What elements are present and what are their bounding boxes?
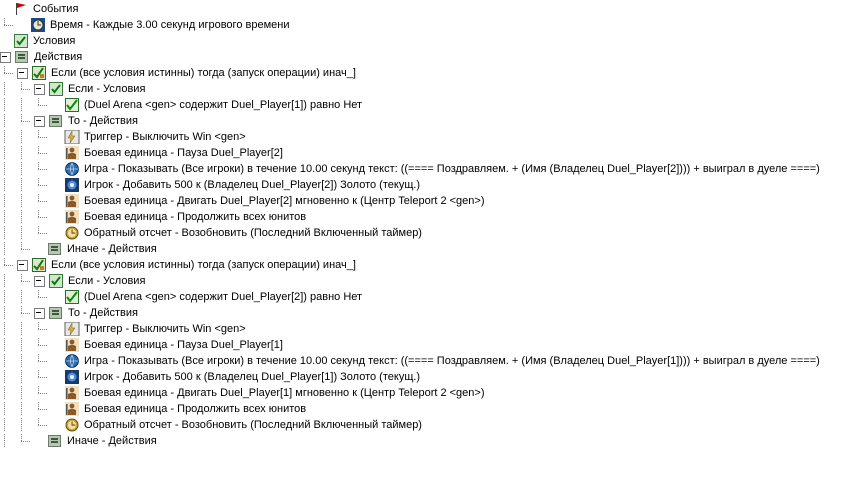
tree-row-label: Боевая единица - Пауза Duel_Player[2] [84,147,283,159]
tree-indent-guide [34,98,51,112]
tree-indent-guide [34,146,51,160]
tree-row[interactable] [0,81,846,97]
expander-spacer [51,405,64,414]
boolean-icon [64,98,80,112]
tree-indent-guide [17,178,34,192]
tree-row-label: Условия [33,35,76,47]
tree-row-label: Боевая единица - Пауза Duel_Player[1] [84,339,283,351]
tree-indent-guide [0,434,17,448]
tree-indent-guide [34,418,51,432]
tree-row[interactable] [0,225,846,241]
tree-indent-guide [34,290,51,304]
tree-indent-guide [34,402,51,416]
tree-indent-guide [0,258,17,272]
tree-indent-guide [0,242,17,256]
timer-icon [64,418,80,432]
condition-icon [48,274,64,288]
unit-icon [64,146,80,160]
tree-indent-guide [0,98,17,112]
tree-row-label: Иначе - Действия [67,435,157,447]
timer-icon [64,226,80,240]
tree-row-label: (Duel Arena <gen> содержит Duel_Player[2]) равно Нет [84,291,363,303]
tree-indent-guide [0,210,17,224]
tree-indent-guide [17,354,34,368]
action-icon [48,306,64,320]
tree-row-label: Обратный отсчет - Возобновить (Последний Включенный таймер) [84,227,422,239]
tree-row[interactable] [0,17,846,33]
clock-icon [30,18,46,32]
tree-indent-guide [0,418,17,432]
expander-spacer [51,325,64,334]
flag-icon [13,2,29,16]
tree-indent-guide [34,130,51,144]
tree-row[interactable] [0,129,846,145]
tree-row[interactable] [0,97,846,113]
tree-indent-guide [0,354,17,368]
tree-row[interactable] [0,65,846,81]
tree-indent-guide [34,354,51,368]
collapse-node-icon[interactable] [17,68,28,79]
tree-indent-guide [0,18,17,32]
tree-indent-guide [17,386,34,400]
tree-row-label: Триггер - Выключить Win <gen> [84,131,246,143]
tree-row-label: Время - Каждые 3.00 секунд игрового времени [50,19,290,31]
collapse-node-icon[interactable] [17,260,28,271]
tree-row[interactable] [0,177,846,193]
tree-indent-guide [34,162,51,176]
tree-indent-guide [17,434,34,448]
collapse-node-icon[interactable] [34,84,45,95]
tree-row[interactable] [0,305,846,321]
expander-spacer [51,341,64,350]
tree-row-label: Боевая единица - Продолжить всех юнитов [84,211,307,223]
expander-spacer [51,357,64,366]
tree-row[interactable] [0,145,846,161]
tree-indent-guide [0,306,17,320]
tree-indent-guide [17,306,34,320]
tree-indent-guide [34,194,51,208]
trigger-icon [64,130,80,144]
expander-spacer [51,101,64,110]
tree-indent-guide [34,178,51,192]
tree-row-label: Если - Условия [68,83,146,95]
tree-indent-guide [0,370,17,384]
tree-indent-guide [34,370,51,384]
expander-spacer [34,245,47,254]
tree-row-label: (Duel Arena <gen> содержит Duel_Player[1]) равно Нет [84,99,363,111]
tree-indent-guide [17,146,34,160]
tree-indent-guide [17,242,34,256]
expander-spacer [51,421,64,430]
tree-row[interactable] [0,113,846,129]
tree-indent-guide [0,66,17,80]
tree-row[interactable] [0,49,846,65]
tree-row-label: Игрок - Добавить 500 к (Владелец Duel_Player[1]) Золото (текущ.) [84,371,421,383]
tree-row[interactable] [0,401,846,417]
tree-row-label: События [33,3,79,15]
collapse-node-icon[interactable] [34,276,45,287]
tree-indent-guide [17,418,34,432]
tree-indent-guide [17,210,34,224]
tree-row-label: Если (все условия истинны) тогда (запуск операции) инач_] [51,259,356,271]
tree-row-label: То - Действия [68,307,138,319]
unit-icon [64,210,80,224]
tree-indent-guide [0,82,17,96]
tree-row[interactable] [0,33,846,49]
tree-row[interactable] [0,1,846,17]
tree-row-label: Если - Условия [68,275,146,287]
expander-spacer [51,197,64,206]
ifthenelse-icon [31,258,47,272]
tree-indent-guide [17,130,34,144]
collapse-node-icon[interactable] [0,52,11,63]
tree-row-label: Иначе - Действия [67,243,157,255]
tree-indent-guide [17,274,34,288]
tree-indent-guide [17,194,34,208]
ifthenelse-icon [31,66,47,80]
tree-indent-guide [17,370,34,384]
expander-spacer [51,165,64,174]
tree-indent-guide [34,322,51,336]
tree-indent-guide [0,322,17,336]
tree-row[interactable] [0,289,846,305]
tree-indent-guide [0,402,17,416]
condition-icon [13,34,29,48]
player-icon [64,370,80,384]
expander-spacer [0,37,13,46]
tree-indent-guide [0,146,17,160]
tree-indent-guide [17,338,34,352]
collapse-node-icon[interactable] [34,308,45,319]
tree-indent-guide [17,322,34,336]
tree-row-label: То - Действия [68,115,138,127]
expander-spacer [0,5,13,14]
tree-row-label: Действия [34,51,83,63]
tree-row-label: Если (все условия истинны) тогда (запуск операции) инач_] [51,67,356,79]
action-icon [14,50,30,64]
tree-indent-guide [17,162,34,176]
tree-indent-guide [0,130,17,144]
unit-icon [64,338,80,352]
expander-spacer [51,293,64,302]
expander-spacer [51,149,64,158]
tree-indent-guide [0,178,17,192]
expander-spacer [17,21,30,30]
tree-row[interactable] [0,337,846,353]
tree-row[interactable] [0,273,846,289]
expander-spacer [51,389,64,398]
tree-indent-guide [34,338,51,352]
unit-icon [64,402,80,416]
tree-row[interactable] [0,193,846,209]
unit-icon [64,194,80,208]
tree-indent-guide [34,226,51,240]
tree-indent-guide [0,226,17,240]
expander-spacer [34,437,47,446]
tree-indent-guide [17,226,34,240]
tree-indent-guide [0,290,17,304]
tree-row-label: Игрок - Добавить 500 к (Владелец Duel_Player[2]) Золото (текущ.) [84,179,421,191]
expander-spacer [51,181,64,190]
action-icon [47,434,63,448]
tree-row[interactable] [0,417,846,433]
tree-indent-guide [0,386,17,400]
tree-row[interactable] [0,241,846,257]
collapse-node-icon[interactable] [34,116,45,127]
expander-spacer [51,213,64,222]
game-icon [64,162,80,176]
tree-row-label: Боевая единица - Продолжить всех юнитов [84,403,307,415]
tree-indent-guide [17,98,34,112]
unit-icon [64,386,80,400]
condition-icon [48,82,64,96]
tree-indent-guide [0,162,17,176]
trigger-icon [64,322,80,336]
tree-row[interactable] [0,161,846,177]
action-icon [48,114,64,128]
tree-row[interactable] [0,385,846,401]
tree-indent-guide [0,114,17,128]
tree-indent-guide [0,274,17,288]
tree-indent-guide [0,338,17,352]
expander-spacer [51,373,64,382]
tree-row[interactable] [0,257,846,273]
action-icon [47,242,63,256]
tree-row[interactable] [0,353,846,369]
boolean-icon [64,290,80,304]
tree-row-label: Обратный отсчет - Возобновить (Последний Включенный таймер) [84,419,422,431]
tree-row[interactable] [0,209,846,225]
tree-row[interactable] [0,321,846,337]
tree-row[interactable] [0,369,846,385]
player-icon [64,178,80,192]
tree-row-label: Игра - Показывать (Все игроки) в течение 10.00 секунд текст: ((==== Поздравляем. + (Имя (Владелец Duel_Player[2]))) + выиграл в дуеле ====) [84,163,820,175]
tree-indent-guide [34,386,51,400]
tree-row-label: Боевая единица - Двигать Duel_Player[2] мгновенно к (Центр Teleport 2 <gen>) [84,195,485,207]
tree-indent-guide [17,290,34,304]
tree-indent-guide [34,210,51,224]
tree-row-label: Игра - Показывать (Все игроки) в течение 10.00 секунд текст: ((==== Поздравляем. + (Имя (Владелец Duel_Player[1]))) + выиграл в дуеле ====) [84,355,820,367]
tree-indent-guide [0,194,17,208]
game-icon [64,354,80,368]
tree-row-label: Боевая единица - Двигать Duel_Player[1] мгновенно к (Центр Teleport 2 <gen>) [84,387,485,399]
tree-indent-guide [17,82,34,96]
tree-row[interactable] [0,433,846,449]
tree-row-label: Триггер - Выключить Win <gen> [84,323,246,335]
expander-spacer [51,229,64,238]
tree-indent-guide [17,402,34,416]
expander-spacer [51,133,64,142]
tree-indent-guide [17,114,34,128]
